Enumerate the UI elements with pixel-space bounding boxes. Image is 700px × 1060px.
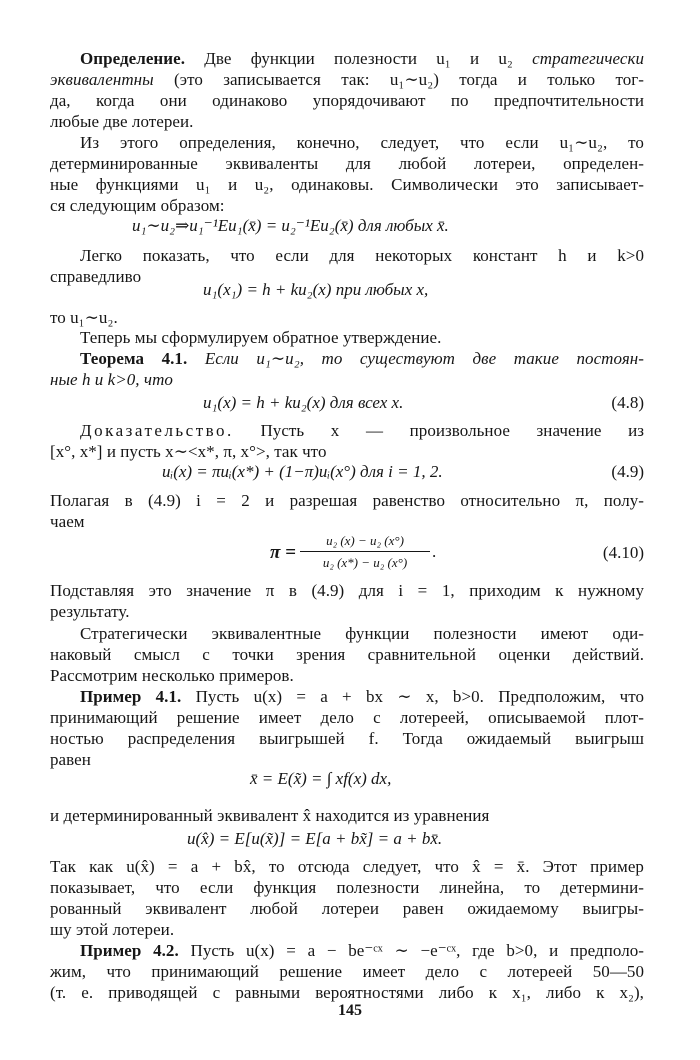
paragraph-line: рованный эквивалент любой лотереи равен ожидаемому выигры- xyxy=(50,899,644,918)
paragraph-line: Подставляя это значение π в (4.9) для i = 1, приходим к нужному xyxy=(50,581,644,600)
fraction-denominator: u₂ (x*) − u₂ (x°) xyxy=(322,555,408,570)
paragraph-line: ностью распределения выигрышей f. Тогда ожидаемый выигрыш xyxy=(50,729,644,748)
formula-deterministic: u(x̂) = E[u(x̃)] = E[a + bx̃] = a + bx̄. xyxy=(187,829,443,848)
paragraph-line: Стратегически эквивалентные функции полезности имеют оди- xyxy=(80,624,644,643)
paragraph-line: детерминированные эквиваленты для любой лотереи, определен- xyxy=(50,154,644,173)
paragraph-line: справедливо xyxy=(50,267,142,286)
paragraph-line: жим, что принимающий решение имеет дело с лотереей 50—50 xyxy=(50,962,644,981)
paragraph-line: ся следующим образом: xyxy=(50,196,225,215)
proof-line-2: [x°, x*] и пусть x∼<x*, π, x°>, так что xyxy=(50,442,327,461)
formula-symbolic: u₁∼u₂⇒u₁⁻¹Eu₁(x̄) = u₂⁻¹Eu₂(x̄) для любых x̄. xyxy=(132,216,449,235)
paragraph-line: Легко показать, что если для некоторых констант h и k>0 xyxy=(80,246,644,265)
paragraph-line: и детерминированный эквивалент x̂ находится из уравнения xyxy=(50,806,490,825)
paragraph-line: ные функциями u₁ и u₂, одинаковы. Символически это записывает- xyxy=(50,175,644,194)
equation-4-9: uᵢ(x) = πuᵢ(x*) + (1−π)uᵢ(x°) для i = 1, 2. xyxy=(162,462,443,481)
paragraph-line: равен xyxy=(50,750,91,769)
example-2-label: Пример 4.2. xyxy=(80,941,179,960)
paragraph-line: результату. xyxy=(50,602,130,621)
proof-line-1: Доказательство. Пусть x — произвольное значение из xyxy=(80,421,644,440)
paragraph-line: Полагая в (4.9) i = 2 и разрешая равенство относительно π, полу- xyxy=(50,491,644,510)
page-number: 145 xyxy=(338,1002,362,1019)
definition-line-4: любые две лотереи. xyxy=(50,112,194,131)
equation-4-10-lhs: π = xyxy=(270,542,296,563)
equation-4-8: u₁(x) = h + ku₂(x) для всех x. xyxy=(203,393,404,412)
theorem-line-2: ные h и k>0, что xyxy=(50,370,173,389)
paragraph-line: (т. е. приводящей с равными вероятностями либо к x₁, либо к x₂), xyxy=(50,983,644,1002)
proof-label: Доказательство. xyxy=(80,421,234,440)
definition-line-1: Определение. Две функции полезности u₁ и u₂ стратегически xyxy=(80,49,644,68)
theorem-label: Теорема 4.1. xyxy=(80,349,188,368)
definition-line-2: эквивалентны (это записывается так: u₁∼u₂) тогда и только тог- xyxy=(50,70,644,89)
paragraph-line: чаем xyxy=(50,512,85,531)
formula-expectation: x̄ = E(x̃) = ∫ xf(x) dx, xyxy=(250,769,392,788)
definition-line-3: да, когда они одинаково упорядочивают по предпочтительности xyxy=(50,91,644,110)
equation-4-10-period: . xyxy=(432,542,437,561)
equation-4-10-fraction xyxy=(300,532,430,571)
paragraph-line: Из этого определения, конечно, следует, что если u₁∼u₂, то xyxy=(80,133,644,152)
theorem-line-1: Теорема 4.1. Если u₁∼u₂, то существуют две такие постоян- xyxy=(80,349,644,368)
paragraph-line: шу этой лотереи. xyxy=(50,920,175,939)
paragraph-line: показывает, что если функция полезности линейна, то детермини- xyxy=(50,878,644,897)
definition-term: Определение. xyxy=(80,49,186,68)
fraction-numerator: u₂ (x) − u₂ (x°) xyxy=(300,532,430,552)
paragraph-line: Рассмотрим несколько примеров. xyxy=(50,666,294,685)
equation-number: (4.10) xyxy=(602,543,644,562)
paragraph-line: Так как u(x̂) = a + bx̂, то отсюда следует, что x̂ = x̄. Этот пример xyxy=(50,857,644,876)
paragraph-line: принимающий решение имеет дело с лотереей, описываемой плот- xyxy=(50,708,644,727)
example-1-label: Пример 4.1. xyxy=(80,687,182,706)
paragraph-line: Теперь мы сформулируем обратное утверждение. xyxy=(80,328,442,347)
paragraph-line: то u₁∼u₂. xyxy=(50,308,118,327)
equation-number: (4.8) xyxy=(611,393,644,412)
paragraph-line: наковый смысл с точки зрения сравнительной оценки действий. xyxy=(50,645,644,664)
example-2-line-1: Пример 4.2. Пусть u(x) = a − be⁻ᶜˣ ∼ −e⁻ᶜˣ, где b>0, и предполо- xyxy=(80,941,644,960)
formula-linear: u₁(x₁) = h + ku₂(x) при любых x, xyxy=(203,280,429,299)
example-1-line-1: Пример 4.1. Пусть u(x) = a + bx ∼ x, b>0. Предположим, что xyxy=(80,687,644,706)
equation-number: (4.9) xyxy=(611,462,644,481)
